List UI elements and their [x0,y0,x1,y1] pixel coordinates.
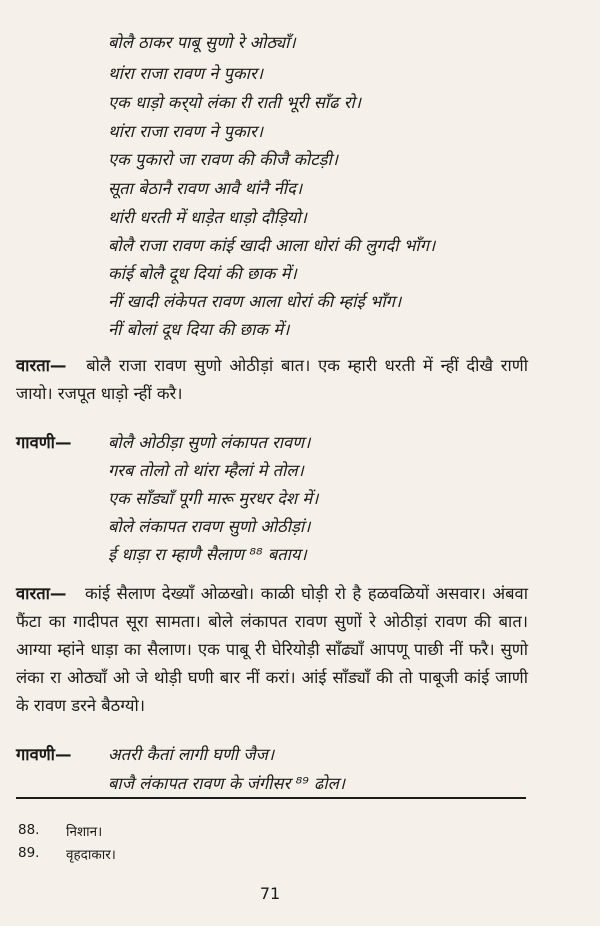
verse-line: बोलै ठाकर पाबू सुणो रे ओठ्याँ। [108,33,296,52]
varta-text: बोलै राजा रावण सुणो ओठीड़ां बात। एक म्हारी धरती में न्हीं दीखै राणी जायो। रजपूत धाड़ो न्हीं करै। [16,356,528,403]
varta-paragraph-1 [16,352,528,408]
verse-line: एक धाड़ो कर्‌यो लंका री राती भूरी साँढ रो। [108,93,362,112]
gavani-label: गावणी— [16,433,72,452]
verse-line: बोले लंकापत रावण सुणो ओठीड़ां। [108,517,311,536]
verse-line: थांरा राजा रावण ने पुकार। [108,122,263,141]
footnote-divider [16,797,526,799]
page-number: 71 [259,884,281,903]
verse-line: अतरी कैतां लागी घणी जैज। [108,745,275,764]
footnote-number: 88. [18,822,40,838]
footnote-text: वृहदाकार। [66,847,116,863]
verse-line: गरब तोलो तो थांरा म्हैलां मे तोल। [108,461,304,480]
verse-line: बोलै ओठीड़ा सुणो लंकापत रावण। [108,433,311,452]
verse-line: थांरी धरती में धाड़ेत धाड़ो दौड़ियो। [108,208,307,227]
varta-paragraph-2 [16,580,528,720]
verse-line: एक पुकारो जा रावण की कीजै कोटड़ी। [108,150,338,169]
verse-line: नीं बोलां दूध दिया की छाक में। [108,320,290,339]
verse-line: एक साँड्याँ पूगी मारू मुरधर देश में। [108,489,319,508]
verse-line: कांई बोलै दूध दियां की छाक में। [108,264,297,283]
verse-line: बाजै लंकापत रावण के जंगीसर ⁸⁹ ढोल। [108,774,346,793]
verse-line: ई धाड़ा रा म्हाणै सैलाण ⁸⁸ बताय। [108,545,307,564]
verse-line: सूता बेठानै रावण आवै थांनै नींद। [108,179,303,198]
verse-line: बोलै राजा रावण कांई खादी आला धोरां की लुगदी भाँग। [108,236,436,255]
varta-label: वारता— [16,356,67,375]
varta-text: कांई सैलाण देख्याँ ओळखो। काळी घोड़ी रो है हळवळियों असवार। अंबवा फैंटा का गादीपत सूरा सामता। बोले लंकापत रावण सुणों रे ओठीड़ां रावण की बात। आग्या म्हांने धाड़ा का सैलाण। एक पाबू री घेरियोड़ी साँढ्याँ आपणू पाछी नीं फरै। सुणो लंका रा ओठ्याँ ओ जे थोड़ी घणी बार नीं करां। आंई साँड्याँ की तो पाबूजी कांई जाणी के रावण डरने बैठग्यो। [16,584,528,715]
verse-line: थांरा राजा रावण ने पुकार। [108,64,263,83]
varta-label: वारता— [16,584,67,603]
footnote-text: निशान। [66,824,103,840]
verse-line: नीं खादी लंकेपत रावण आला धोरां की म्हांई भाँग। [108,292,402,311]
footnote-number: 89. [18,845,40,861]
gavani-label: गावणी— [16,745,72,764]
